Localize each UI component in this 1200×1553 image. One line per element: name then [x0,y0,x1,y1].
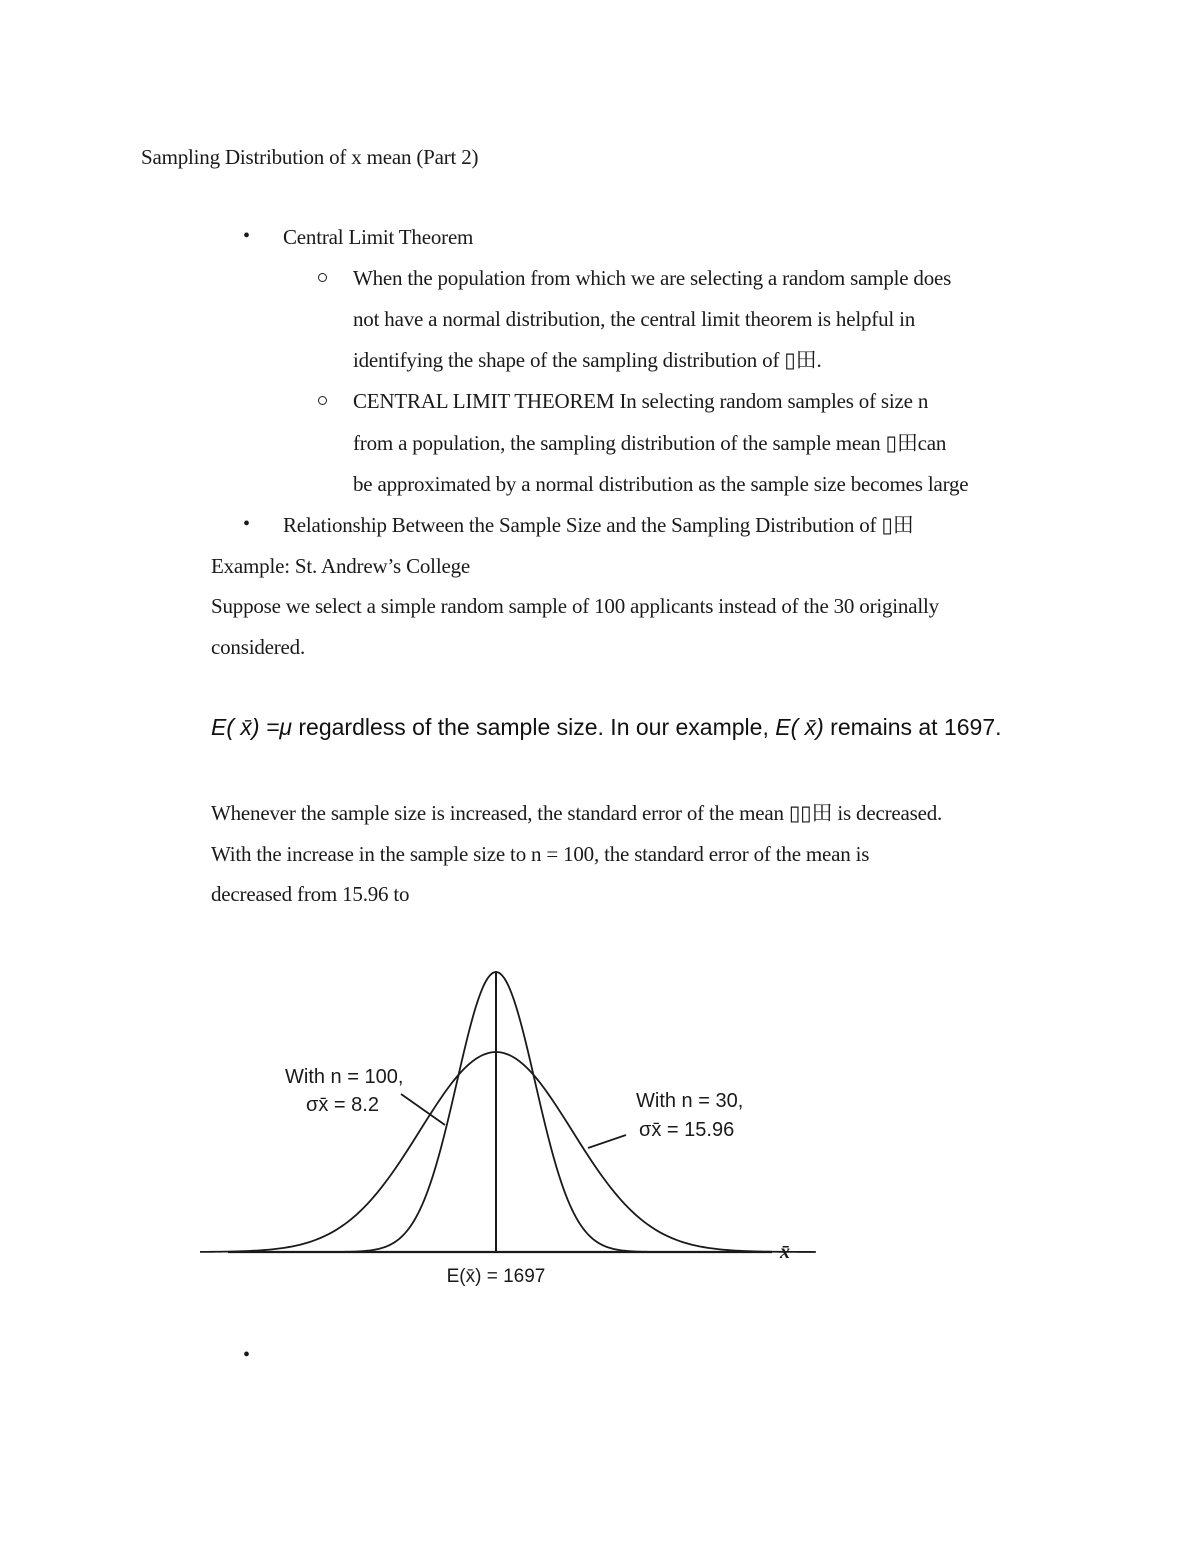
formula-text: regardless of the sample size. In our example, [291,714,776,740]
sub-bullet-text: CENTRAL LIMIT THEOREM In selecting random samples of size n [353,389,929,413]
label-n-30-line2: σx̄ = 15.96 [639,1119,735,1141]
sub-bullet-circle [318,396,327,405]
expected-value-statement [211,710,1002,744]
label-n-100-line1: With n = 100, [285,1066,404,1088]
empty-bullet: • [243,1344,251,1366]
sub-bullet-text: identifying the shape of the sampling distribution of ▯田. [353,348,822,372]
expected-value-formula: E( x̄) [775,714,824,740]
bullet-dot: • [243,513,251,535]
sub-bullet-text: from a population, the sampling distribution of the sample mean ▯田can [353,431,947,455]
bullet-sample-size-relationship: Relationship Between the Sample Size and the Sampling Distribution of ▯田 [283,513,914,537]
sub-bullet-text: When the population from which we are selecting a random sample does [353,266,952,290]
document-title: Sampling Distribution of x mean (Part 2) [141,145,479,169]
center-label: E(x̄) = 1697 [446,1266,546,1287]
pointer-n-30 [588,1135,626,1148]
formula-text: remains at 1697. [823,714,1002,740]
paragraph-text: decreased from 15.96 to [211,882,410,906]
sub-bullet-text: not have a normal distribution, the central limit theorem is helpful in [353,307,915,331]
label-n-30-line1: With n = 30, [636,1090,744,1112]
example-text: considered. [211,635,306,659]
label-n-100-line2: σx̄ = 8.2 [306,1094,379,1116]
bullet-central-limit-theorem: Central Limit Theorem [283,225,474,249]
paragraph-text: With the increase in the sample size to n = 100, the standard error of the mean is [211,842,870,866]
expected-value-formula: E( x̄) =μ [211,714,292,740]
bullet-dot: • [243,225,251,247]
sampling-distribution-chart [200,955,820,1295]
example-heading: Example: St. Andrew’s College [211,554,470,578]
sub-bullet-text: be approximated by a normal distribution as the sample size becomes large [353,472,969,496]
sub-bullet-circle [318,273,327,282]
x-axis-label: x̄ [780,1241,790,1263]
paragraph-text: Whenever the sample size is increased, the standard error of the mean ▯▯田 is decreased. [211,801,943,825]
example-text: Suppose we select a simple random sample of 100 applicants instead of the 30 originally [211,594,939,618]
pointer-n-100 [401,1094,445,1125]
